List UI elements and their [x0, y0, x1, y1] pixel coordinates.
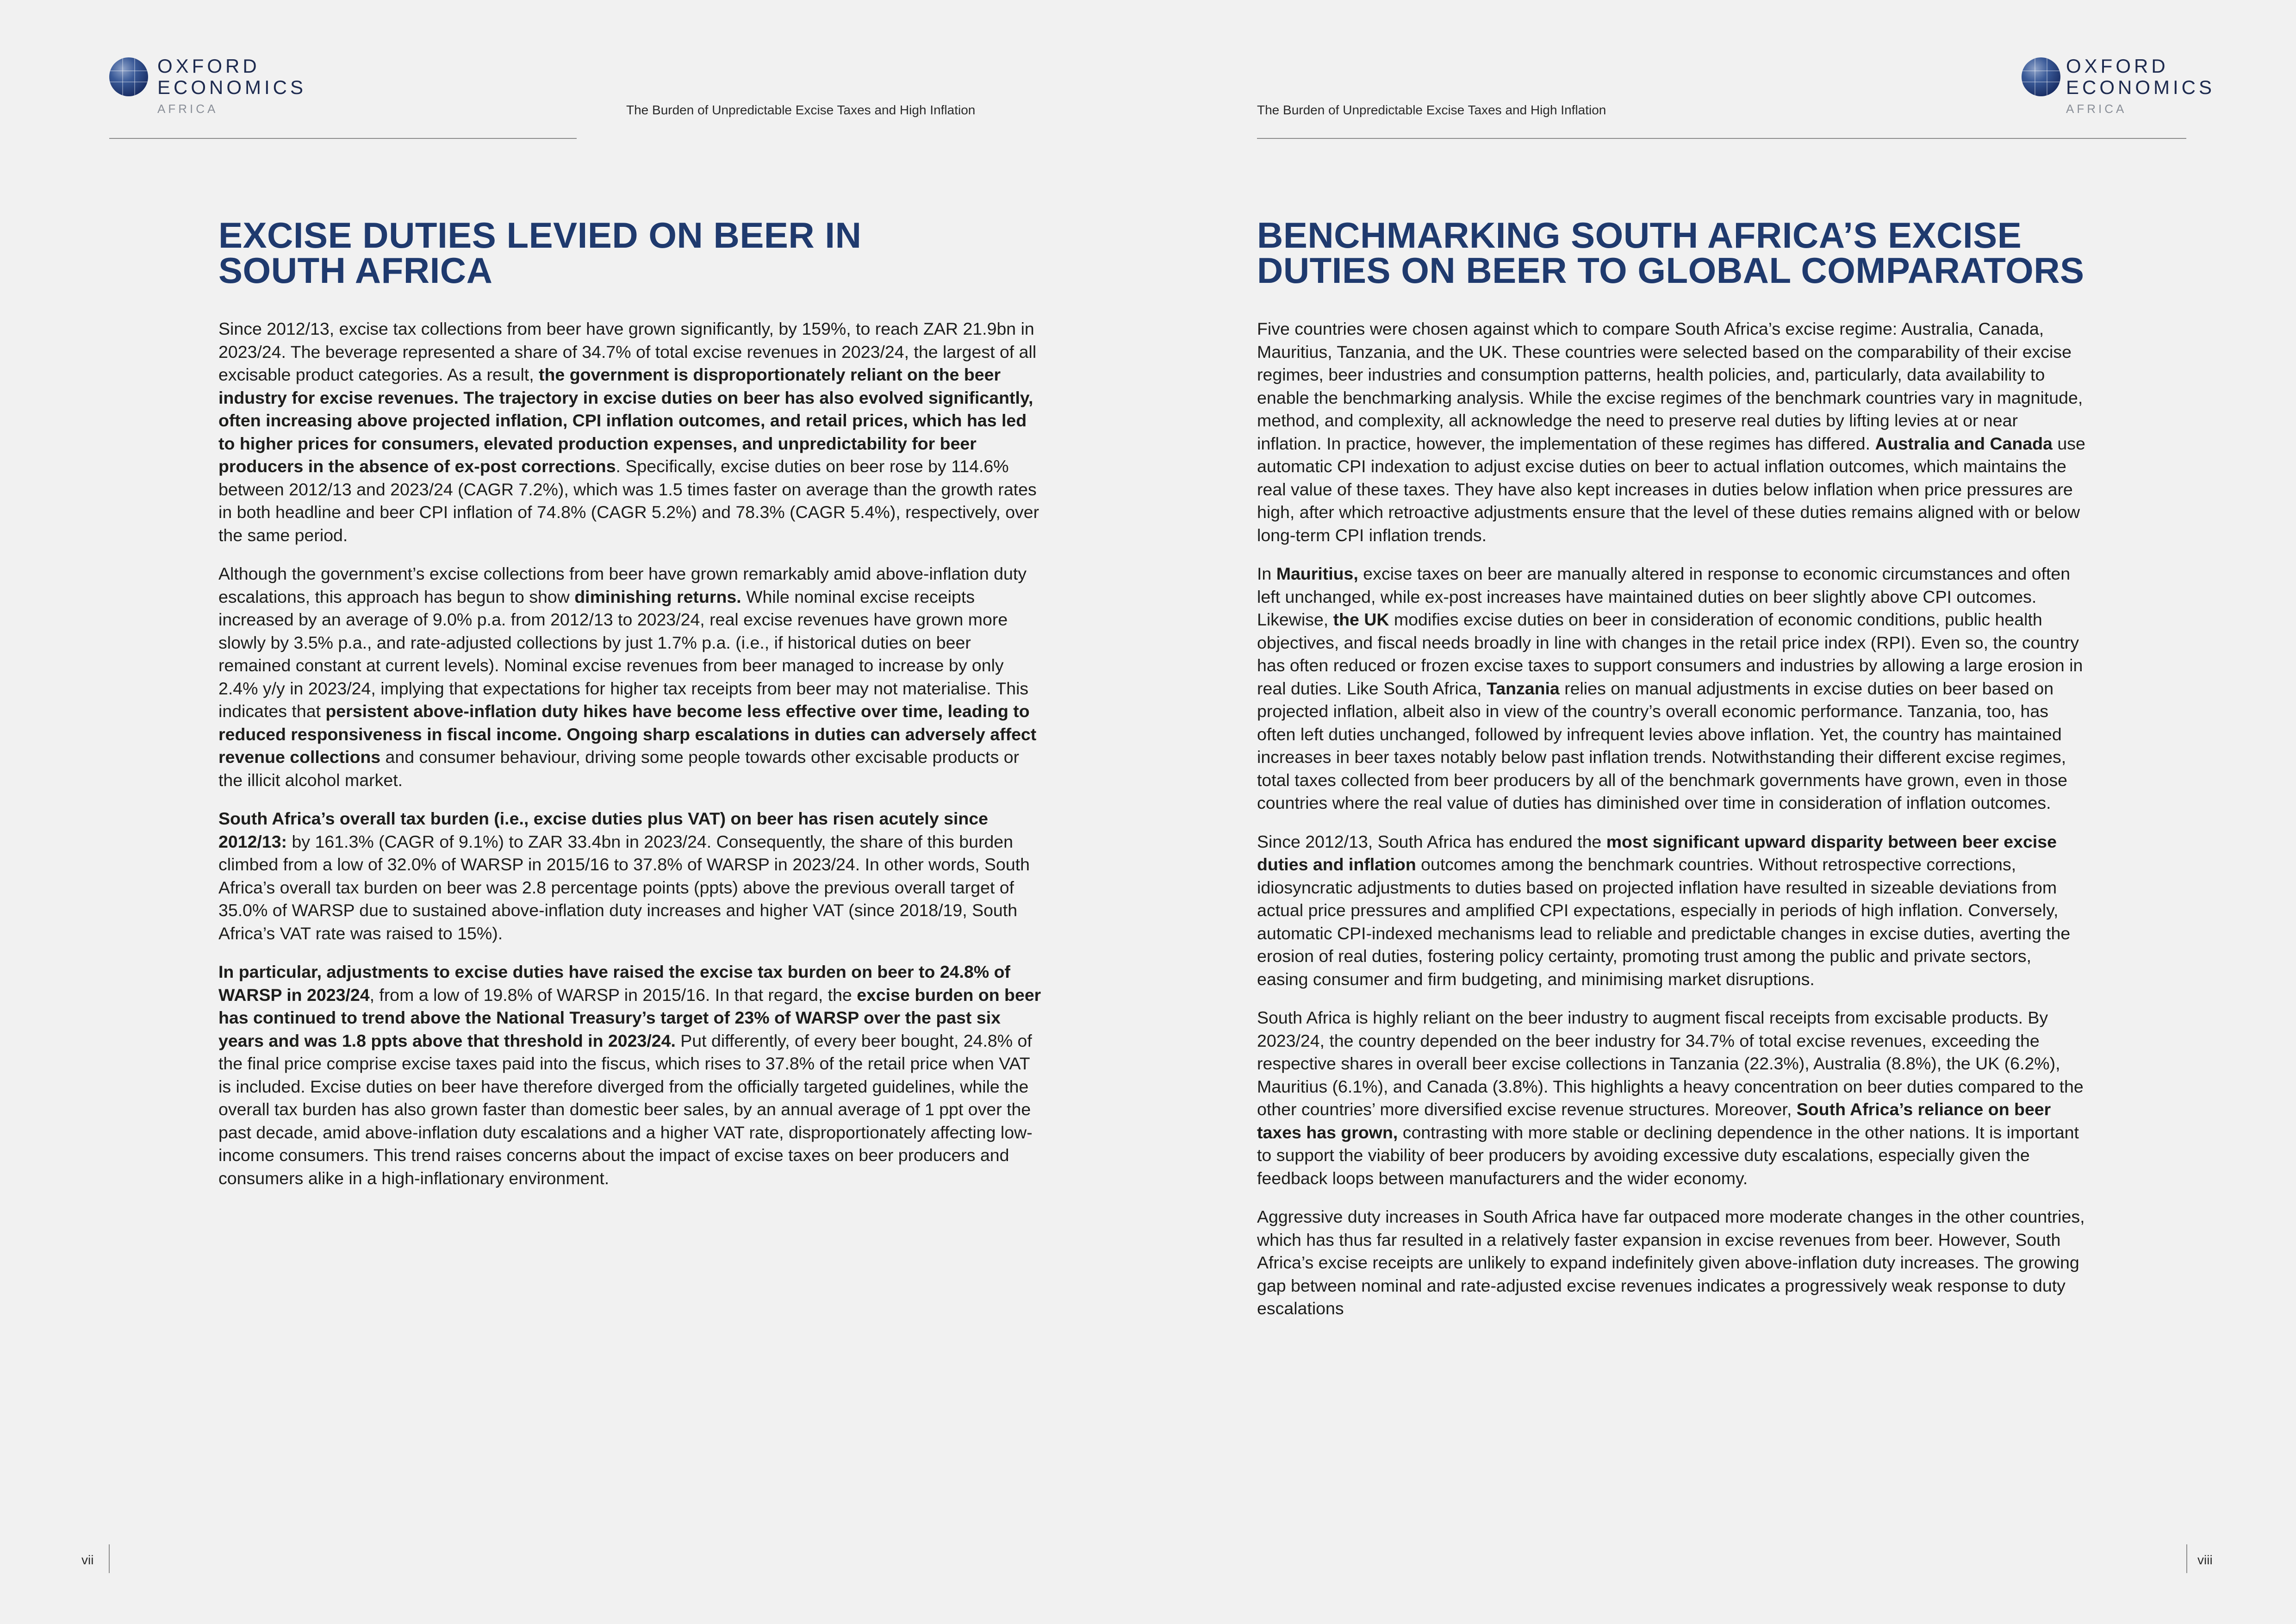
globe-icon [109, 57, 148, 96]
bold-text-run: diminishing returns. [574, 587, 741, 606]
bold-text-run: In particular, adjustments to excise duties have raised the excise tax burden on beer to 24.8% of WARSP in 2023/24 [218, 962, 1010, 1005]
text-run: . Specifically, excise duties on beer rose by 114.6% between 2012/13 and 2023/24 (CAGR 7.2%), which was 1.5 times faster on average than the growth rates in both headline and beer CPI inflation of 74.8% (CAGR 5.2%) and 78.3% (CAGR 5.4%), respectively, over the same period. [218, 456, 1039, 545]
text-run: modifies excise duties on beer in consideration of economic conditions, public health objectives, and fiscal needs broadly in line with changes in the retail price index (RPI). Even so, the country has often reduced or frozen excise taxes to support consumers and industries by allowing a large erosion in real duties. Like South Africa, [1257, 610, 2083, 698]
text-run: use automatic CPI indexation to adjust excise duties on beer to actual inflation outcomes, which maintains the real value of these taxes. They have also kept increases in duties below inflation when price pressures are high, after which retroactive adjustments ensure that the level of these duties remains aligned with or below long-term CPI inflation trends. [1257, 433, 2085, 545]
running-title-right: The Burden of Unpredictable Excise Taxes and High Inflation [1257, 103, 1606, 117]
footer-rule-left [109, 1544, 110, 1573]
body-paragraph [1257, 1006, 2085, 1190]
bold-text-run: the government is disproportionately reliant on the beer industry for excise revenues. The trajectory in excise duties on beer has also evolved significantly, often increasing above projected inflation, CPI inflation outcomes, and retail prices, which has led to higher prices for consumers, elevated production expenses, and unpredictability for beer producers in the absence of ex-post corrections [218, 365, 1033, 476]
text-run: relies on manual adjustments in excise duties on beer based on projected inflation, albeit also in view of the country’s overall economic performance. Tanzania, too, has often left duties unchanged, followed by infrequent levies above inflation. Yet, the country has maintained increases in beer taxes notably below past inflation trends. Notwithstanding their different excise regimes, total taxes collected from beer producers by all of the benchmark governments have grown, even in those countries where the real value of duties has diminished over time in consideration of inflation outcomes. [1257, 678, 2067, 812]
body-paragraph [218, 562, 1042, 792]
bold-text-run: South Africa’s reliance on beer taxes has grown, [1257, 1099, 2051, 1142]
text-run: Since 2012/13, excise tax collections from beer have grown significantly, by 159%, to reach ZAR 21.9bn in 2023/24. The beverage represented a share of 34.7% of total excise revenues in 2023/24, the largest of all excisable product categories. As a result, [218, 319, 1037, 384]
bold-text-run: most significant upward disparity between beer excise duties and inflation [1257, 831, 2057, 874]
body-paragraph [1257, 1206, 2085, 1320]
bold-text-run: Australia and Canada [1875, 433, 2053, 453]
text-run: contrasting with more stable or declining dependence in the other nations. It is important to support the viability of beer producers by avoiding excessive duty escalations, especially given the feedback loops between manufacturers and the wider economy. [1257, 1122, 2079, 1188]
logo-africa-text: AFRICA [2066, 102, 2127, 116]
logo-africa-text: AFRICA [157, 102, 218, 116]
text-run: excise taxes on beer are manually altered in response to economic circumstances and often left unchanged, while ex-post increases have maintained duties on beer slightly above CPI outcomes. Likewise, [1257, 564, 2071, 629]
oxford-economics-logo-right [2022, 55, 2215, 120]
header-rule-right [1257, 138, 2186, 139]
bold-text-run: South Africa’s overall tax burden (i.e., excise duties plus VAT) on beer has risen acutely since 2012/13: [218, 809, 989, 851]
text-run: Although the government’s excise collections from beer have grown remarkably amid above-inflation duty escalations, this approach has begun to show [218, 564, 1027, 606]
body-paragraph [218, 807, 1042, 945]
text-run: Aggressive duty increases in South Africa have far outpaced more moderate changes in the other countries, which has thus far resulted in a relatively faster expansion in excise revenues from beer. However, South Africa’s excise receipts are unlikely to expand indefinitely given above-inflation duty increases. The growing gap between nominal and rate-adjusted excise revenues indicates a progressively weak response to duty escalations [1257, 1207, 2085, 1318]
bold-text-run: excise burden on beer has continued to trend above the National Treasury’s target of 23% of WARSP over the past six years and was 1.8 ppts above that threshold in 2023/24. [218, 985, 1041, 1050]
body-paragraph [218, 961, 1042, 1190]
text-run: While nominal excise receipts increased by an average of 9.0% p.a. from 2012/13 to 2023/24, real excise revenues have grown more slowly by 3.5% p.a., and rate-adjusted collections by just 1.7% p.a. (i.e., if historical duties on beer remained constant at current levels). Nominal excise revenues from beer managed to increase by only 2.4% y/y in 2023/24, implying that expectations for higher tax receipts from beer may not materialise. This indicates that [218, 587, 1029, 721]
running-title-left: The Burden of Unpredictable Excise Taxes and High Inflation [626, 103, 976, 117]
text-run: and consumer behaviour, driving some people towards other excisable products or the illicit alcohol market. [218, 747, 1020, 790]
globe-icon [2022, 57, 2060, 96]
logo-economics-text: ECONOMICS [2066, 76, 2215, 98]
bold-text-run: persistent above-inflation duty hikes have become less effective over time, leading to reduced responsiveness in fiscal income. Ongoing sharp escalations in duties can adversely affect revenue collections [218, 701, 1037, 767]
logo-oxford-text: OXFORD [2066, 55, 2169, 77]
text-run: outcomes among the benchmark countries. Without retrospective corrections, idiosyncratic adjustments to duties based on projected inflation have resulted in sizeable deviations from actual price pressures and amplified CPI expectations, especially in periods of high inflation. Conversely, automatic CPI-indexed mechanisms lead to reliable and predictable changes in excise duties, averting the erosion of real duties, fostering policy certainty, promoting trust among the public and private sectors, easing consumer and firm budgeting, and minimising market disruptions. [1257, 855, 2071, 989]
body-paragraph [1257, 831, 2085, 991]
left-page-body [218, 318, 1042, 1206]
bold-text-run: Tanzania [1487, 678, 1560, 698]
oxford-economics-logo-left [109, 55, 307, 120]
right-page-title: BENCHMARKING SOUTH AFRICA’S EXCISE DUTIES ON BEER TO GLOBAL COMPARATORS [1257, 215, 2084, 291]
page-number-left: vii [81, 1553, 94, 1567]
bold-text-run: the UK [1333, 610, 1389, 629]
header-rule-left [109, 138, 577, 139]
text-run: Five countries were chosen against which to compare South Africa’s excise regime: Australia, Canada, Mauritius, Tanzania, and the UK. These countries were selected based on the comparability of their excise regimes, beer industries and consumption patterns, health policies, and, particularly, data availability to enable the benchmarking analysis. While the excise regimes of the benchmark countries vary in magnitude, method, and complexity, all acknowledge the need to preserve real duties by lifting levies at or near inflation. In practice, however, the implementation of these regimes has differed. [1257, 319, 2083, 453]
page-number-right: viii [2197, 1553, 2213, 1567]
body-paragraph [218, 318, 1042, 547]
body-paragraph [1257, 562, 2085, 815]
text-run: South Africa is highly reliant on the beer industry to augment fiscal receipts from excisable products. By 2023/24, the country depended on the beer industry for 34.7% of total excise revenues, exceeding the respective shares in overall beer excise collections in Tanzania (22.3%), Australia (8.8%), the UK (6.2%), Mauritius (6.1%), and Canada (3.8%). This highlights a heavy concentration on beer duties compared to the other countries’ more diversified excise revenue structures. Moreover, [1257, 1008, 2084, 1119]
text-run: In [1257, 564, 1276, 583]
footer-rule-right [2186, 1544, 2187, 1573]
text-run: by 161.3% (CAGR of 9.1%) to ZAR 33.4bn in 2023/24. Consequently, the share of this burden climbed from a low of 32.0% of WARSP in 2015/16 to 37.8% of WARSP in 2023/24. In other words, South Africa’s overall tax burden on beer was 2.8 percentage points (ppts) above the previous overall target of 35.0% of WARSP due to sustained above-inflation duty increases and higher VAT (since 2018/19, South Africa’s VAT rate was raised to 15%). [218, 831, 1030, 943]
text-run: Put differently, of every beer bought, 24.8% of the final price comprise excise taxes paid into the fiscus, which rises to 37.8% of the retail price when VAT is included. Excise duties on beer have therefore diverged from the officially targeted guidelines, while the overall tax burden has also grown faster than domestic beer sales, by an annual average of 1 ppt over the past decade, amid above-inflation duty escalations and a higher VAT rate, disproportionately affecting low-income consumers. This trend raises concerns about the impact of excise taxes on beer producers and consumers alike in a high-inflationary environment. [218, 1031, 1033, 1188]
logo-economics-text: ECONOMICS [157, 76, 307, 98]
body-paragraph [1257, 318, 2085, 547]
right-page-body [1257, 318, 2085, 1336]
logo-oxford-text: OXFORD [157, 55, 260, 77]
text-run: Since 2012/13, South Africa has endured the [1257, 831, 1606, 851]
text-run: , from a low of 19.8% of WARSP in 2015/16. In that regard, the [369, 985, 857, 1005]
left-page-title: EXCISE DUTIES LEVIED ON BEER IN SOUTH AFRICA [218, 215, 862, 291]
bold-text-run: Mauritius, [1276, 564, 1358, 583]
